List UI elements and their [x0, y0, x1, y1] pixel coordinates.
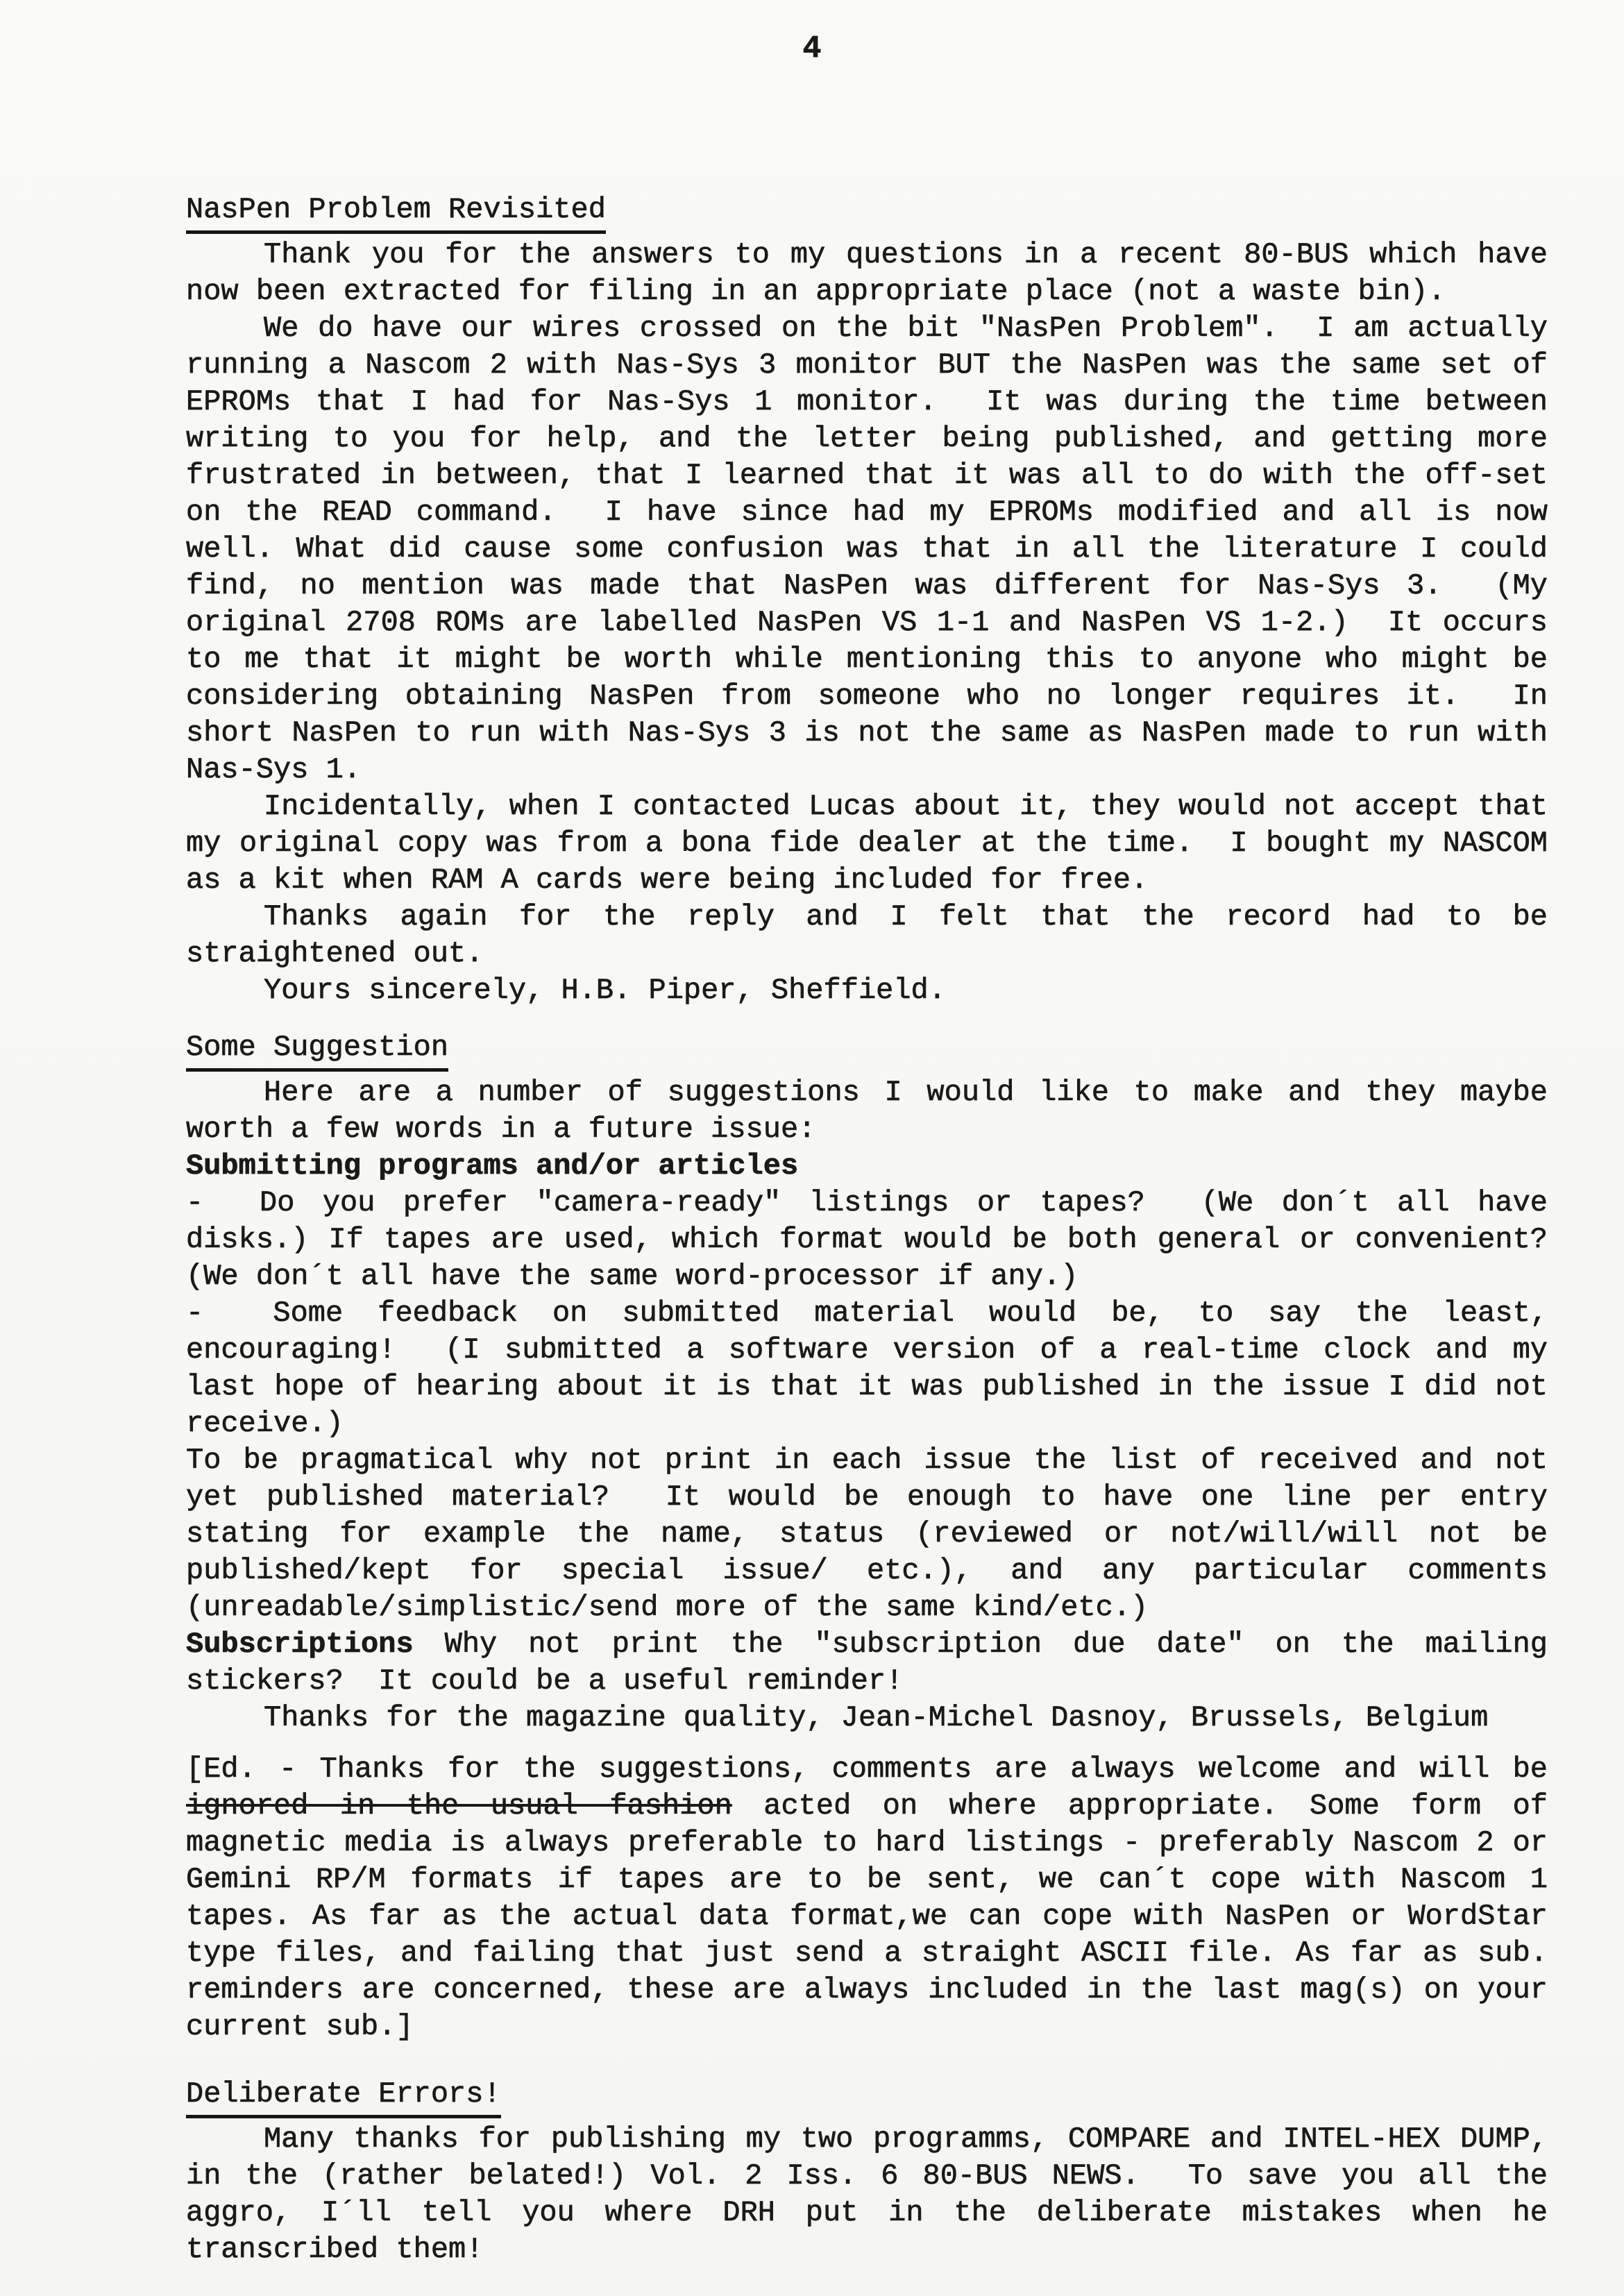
paragraph: Incidentally, when I contacted Lucas about it, they would not accept that my original copy was from a bona fide dealer at the time. I bought my NASCOM as a kit when RAM A cards were being included for free.: [186, 790, 1566, 897]
heading-underlined-text: Deliberate Errors!: [186, 2076, 501, 2118]
paragraph: Many thanks for publishing my two programms, COMPARE and INTEL-HEX DUMP, in the (rather belated!) Vol. 2 Iss. 6 80-BUS NEWS. To save you all the aggro, I´ll tell you where DRH put in the deliberate mistakes when he transcribed them!: [186, 2122, 1566, 2266]
section-heading: [186, 2076, 1548, 2118]
section-heading: [186, 1029, 1548, 1072]
editor-note-text: acted on where appropriate. Some form of magnetic media is always preferable to hard listings - preferably Nascom 2 or Gemini RP/M formats if tapes are to be sent, we can´t cope with Nascom 1 tapes. As far as the actual data format,we can cope with NasPen or WordStar type files, and failing that just send a straight ASCII file. As far as sub. reminders are concerned, these are always included in the last mag(s) on your current sub.]: [186, 1789, 1566, 2043]
section-naspen-problem: [186, 192, 1566, 1009]
subheading-submitting: Submitting programs and/or articles: [186, 1149, 799, 1183]
page-number: 4: [802, 31, 822, 67]
heading-underlined-text: NasPen Problem Revisited: [186, 192, 606, 234]
letter-signoff: Thanks for the magazine quality, Jean-Michel Dasnoy, Brussels, Belgium: [264, 1701, 1489, 1734]
heading-underlined-text: Some Suggestion: [186, 1029, 448, 1072]
section-some-suggestion: [186, 1029, 1566, 1737]
page-content: [186, 192, 1566, 2268]
paragraph: Here are a number of suggestions I would like to make and they maybe worth a few words in a future issue:: [186, 1076, 1566, 1146]
subscriptions-text: Why not print the "subscription due date" on the mailing stickers? It could be a useful reminder!: [186, 1628, 1566, 1698]
paragraph: Thank you for the answers to my questions in a recent 80-BUS which have now been extracted for filing in an appropriate place (not a waste bin).: [186, 238, 1566, 308]
section-deliberate-errors: [186, 2076, 1566, 2268]
editor-note-text: [Ed. - Thanks for the suggestions, comments are always welcome and will be: [186, 1753, 1566, 1786]
bullet-paragraph: - Some feedback on submitted material would be, to say the least, encouraging! (I submitted a software version of a real-time clock and my last hope of hearing about it is that it was published in the issue I did not receive.): [186, 1297, 1566, 1440]
letter-signoff: Yours sincerely, H.B. Piper, Sheffield.: [264, 974, 946, 1007]
subscriptions-paragraph: [186, 1626, 1566, 1700]
editor-note-section: [186, 1751, 1566, 2045]
struck-text: ignored in the usual fashion: [186, 1789, 732, 1823]
paragraph: To be pragmatical why not print in each issue the list of received and not yet published material? It would be enough to have one line per entry stating for example the name, status (reviewed or not/will/will not be published/kept for special issue/ etc.), and any particular comments (unreadable/simplistic/send more of the same kind/etc.): [186, 1444, 1566, 1624]
paragraph: Thanks again for the reply and I felt that the record had to be straightened out.: [186, 900, 1566, 970]
bullet-paragraph: - Do you prefer "camera-ready" listings or tapes? (We don´t all have disks.) If tapes are used, which format would be both general or convenient? (We don´t all have the same word-processor if any.): [186, 1186, 1566, 1293]
section-heading: [186, 192, 1548, 234]
paragraph: We do have our wires crossed on the bit "NasPen Problem". I am actually running a Nascom 2 with Nas-Sys 3 monitor BUT the NasPen was the same set of EPROMs that I had for Nas-Sys 1 monitor. It was during the time between writing to you for help, and the letter being published, and getting more frustrated in between, that I learned that it was all to do with the off-set on the READ command. I have since had my EPROMs modified and all is now well. What did cause some confusion was that in all the literature I could find, no mention was made that NasPen was different for Nas-Sys 3. (My original 2708 ROMs are labelled NasPen VS 1-1 and NasPen VS 1-2.) It occurs to me that it might be worth while mentioning this to anyone who might be considering obtaining NasPen from someone who no longer requires it. In short NasPen to run with Nas-Sys 3 is not the same as NasPen made to run with Nas-Sys 1.: [186, 312, 1566, 786]
editor-note-paragraph: [186, 1751, 1566, 2045]
subheading-subscriptions: Subscriptions: [186, 1628, 414, 1661]
